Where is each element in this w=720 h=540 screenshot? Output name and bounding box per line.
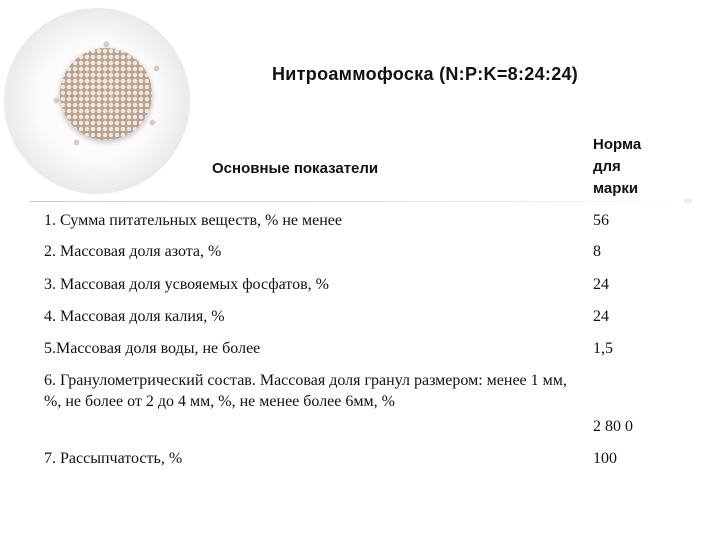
table-row-label: 5.Массовая доля воды, не более xyxy=(44,340,261,357)
column-header-indicators: Основные показатели xyxy=(212,160,379,177)
table-row-value: 1,5 xyxy=(593,340,613,357)
granules-photo xyxy=(4,8,190,194)
table-row-label: 2. Массовая доля азота, % xyxy=(44,243,222,260)
granule-dot xyxy=(154,66,159,71)
granule-dot xyxy=(104,42,109,47)
granule-dot xyxy=(54,98,59,103)
table-row-value: 8 xyxy=(593,243,601,260)
column-header-norm: Норма для марки xyxy=(593,136,642,197)
table-row-label: 4. Массовая доля калия, % xyxy=(44,308,225,325)
table-row-value: 24 xyxy=(593,276,609,293)
table-row-label: 1. Сумма питательных веществ, % не менее xyxy=(44,212,343,229)
header-divider xyxy=(30,201,690,202)
divider-end-mark xyxy=(684,199,692,203)
table-row-label: 6. Гранулометрический состав. Массовая доля гранул размером: менее 1 мм, %, не более от 2 до 4 мм, %, не менее более 6мм, % xyxy=(44,372,567,410)
table-row-value: 2 80 0 xyxy=(593,418,633,435)
table-row-label: 3. Массовая доля усвояемых фосфатов, % xyxy=(44,276,329,293)
page-title: Нитроаммофоска (N:P:K=8:24:24) xyxy=(272,64,579,84)
fertilizer-granules-image xyxy=(60,48,152,140)
table-row-value: 100 xyxy=(593,450,617,467)
table-row-value: 56 xyxy=(593,212,609,229)
table-row-label: 7. Рассыпчатость, % xyxy=(44,450,183,467)
granule-dot xyxy=(150,120,155,125)
table-row-value: 24 xyxy=(593,308,609,325)
granule-dot xyxy=(74,140,79,145)
